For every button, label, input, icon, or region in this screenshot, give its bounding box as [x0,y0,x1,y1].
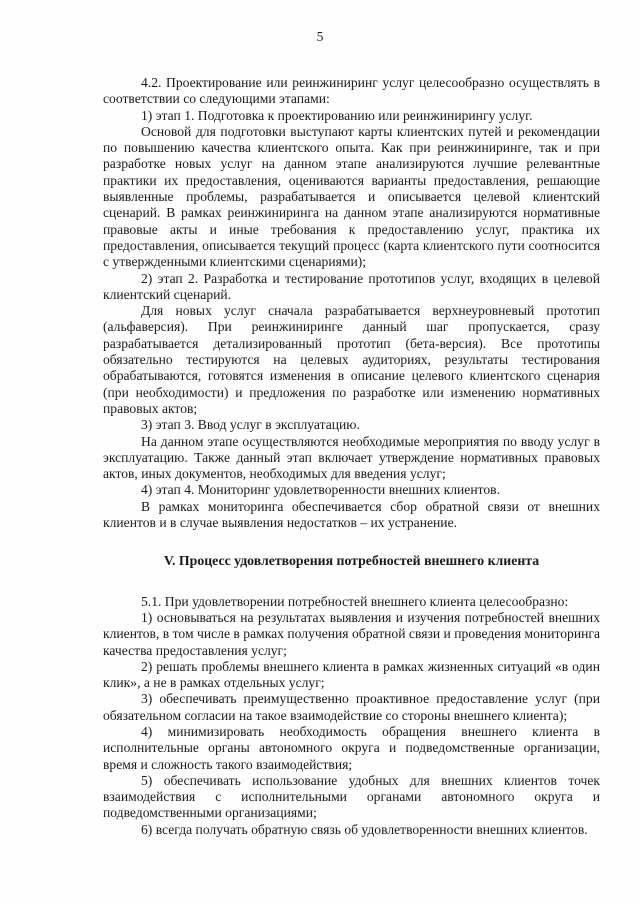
page-content [103,75,600,838]
list-item-5-1-1: 1) основываться на результатах выявления и изучения потребностей внешних клиентов, в том числе в рамках получения обратной связи и проведения мониторинга качества предоставления услуг; [103,609,600,658]
paragraph-stage-3: 3) этап 3. Ввод услуг в эксплуатацию. [141,417,360,433]
list-item-5-1-4: 4) минимизировать необходимость обращения внешнего клиента в исполнительные органы автономного округа и подведомственные организации, время и сложность такого взаимодействия; [103,723,600,772]
list-item-5-1-5: 5) обеспечивать использование удобных для внешних клиентов точек взаимодействия с исполнительными органами автономного округа и подведомственными организациями; [103,772,600,821]
paragraph-4-2: 4.2. Проектирование или реинжиниринг услуг целесообразно осуществлять в соответствии со следующими этапами: [103,75,600,107]
paragraph-stage-4-details: В рамках мониторинга обеспечивается сбор обратной связи от внешних клиентов и в случае выявления недостатков – их устранение. [103,498,600,531]
list-item-5-1-3: 3) обеспечивать преимущественно проактивное предоставление услуг (при обязательном согласии на такое взаимодействие со стороны внешнего клиента); [103,691,600,723]
list-item-5-1-2: 2) решать проблемы внешнего клиента в рамках жизненных ситуаций «в один клик», а не в рамках отдельных услуг; [103,658,600,691]
paragraph-5-1: 5.1. При удовлетворении потребностей внешнего клиента целесообразно: [141,593,569,609]
page-number: 5 [316,29,324,44]
paragraph-stage-1-details: Основой для подготовки выступают карты клиентских путей и рекомендации по повышению качества клиентского опыта. Как при реинжиниринге, так и при разработке новых услуг на данном этапе анализируются лучшие релевантные практики их предоставления, оцениваются варианты предоставления, решающие выявленные проблемы, разрабатывается и описывается целевой клиентский сценарий. В рамках реинжиниринга на данном этапе анализируются нормативные правовые акты и иные требования к предоставлению услуг, практика их предоставления, описывается текущий процесс (карта клиентского пути соотносится с утвержденными клиентскими сценариями); [103,123,600,270]
list-item-5-1-6: 6) всегда получать обратную связь об удовлетворенности внешних клиентов. [141,821,588,837]
paragraph-stage-4: 4) этап 4. Мониторинг удовлетворенности внешних клиентов. [141,482,500,498]
paragraph-stage-2: 2) этап 2. Разработка и тестирование прототипов услуг, входящих в целевой клиентский сценарий. [103,270,600,302]
paragraph-stage-1: 1) этап 1. Подготовка к проектированию или реинжинирингу услуг. [141,107,533,123]
section-5-heading: V. Процесс удовлетворения потребностей внешнего клиента [163,553,540,569]
paragraph-stage-3-details: На данном этапе осуществляются необходимые мероприятия по вводу услуг в эксплуатацию. Также данный этап включает утверждение нормативных правовых актов, иных документов, необходимых для введения услуг; [103,433,600,482]
paragraph-stage-2-details: Для новых услуг сначала разрабатывается верхнеуровневый прототип (альфаверсия). При реинжиниринге данный шаг пропускается, сразу разрабатывается детализированный прототип (бета-версия). Все прототипы обязательно тестируются на целевых аудиториях, результаты тестирования обрабатываются, готовятся изменения в описание целевого клиентского сценария (при необходимости) и предложения по разработке или изменению нормативных правовых актов; [103,303,600,416]
